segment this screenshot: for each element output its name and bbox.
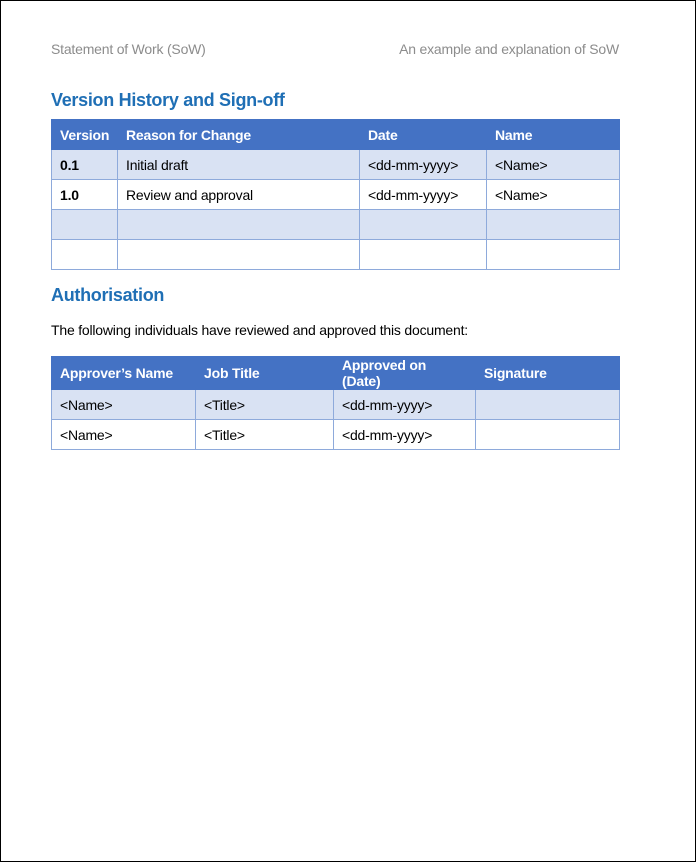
job-title-cell: <Title> (196, 390, 334, 420)
reason-cell: Review and approval (118, 180, 360, 210)
approver-name-cell: <Name> (52, 420, 196, 450)
table-row (52, 390, 620, 420)
reason-cell: Initial draft (118, 150, 360, 180)
table-header-row (52, 357, 620, 390)
column-header-signature: Signature (476, 357, 620, 390)
header-left-text: Statement of Work (SoW) (51, 41, 206, 57)
approver-name-cell: <Name> (52, 390, 196, 420)
table-row (52, 420, 620, 450)
signature-cell (476, 390, 620, 420)
job-title-cell: <Title> (196, 420, 334, 450)
column-header-approved-on: Approved on (Date) (334, 357, 476, 390)
table-row (52, 240, 620, 270)
version-cell: 1.0 (52, 180, 118, 210)
column-header-job-title: Job Title (196, 357, 334, 390)
version-cell (52, 210, 118, 240)
reason-cell (118, 210, 360, 240)
date-cell: <dd-mm-yyyy> (360, 150, 487, 180)
approved-date-cell: <dd-mm-yyyy> (334, 390, 476, 420)
date-cell (360, 210, 487, 240)
name-cell (487, 210, 620, 240)
column-header-date: Date (360, 120, 487, 150)
table-row (52, 180, 620, 210)
version-cell (52, 240, 118, 270)
column-header-approver-name: Approver’s Name (52, 357, 196, 390)
signature-cell (476, 420, 620, 450)
authorisation-intro: The following individuals have reviewed and approved this document: (51, 322, 468, 338)
header-right-text: An example and explanation of SoW (399, 41, 619, 57)
column-header-version: Version (52, 120, 118, 150)
table-row (52, 210, 620, 240)
version-history-title: Version History and Sign-off (51, 90, 285, 110)
authorisation-table (51, 356, 620, 450)
column-header-reason: Reason for Change (118, 120, 360, 150)
reason-cell (118, 240, 360, 270)
table-header-row (52, 120, 620, 150)
date-cell: <dd-mm-yyyy> (360, 180, 487, 210)
date-cell (360, 240, 487, 270)
name-cell: <Name> (487, 150, 620, 180)
table-row (52, 150, 620, 180)
name-cell (487, 240, 620, 270)
name-cell: <Name> (487, 180, 620, 210)
page-header (51, 41, 619, 57)
column-header-name: Name (487, 120, 620, 150)
authorisation-title: Authorisation (51, 285, 165, 305)
approved-date-cell: <dd-mm-yyyy> (334, 420, 476, 450)
version-cell: 0.1 (52, 150, 118, 180)
version-history-table (51, 119, 620, 270)
